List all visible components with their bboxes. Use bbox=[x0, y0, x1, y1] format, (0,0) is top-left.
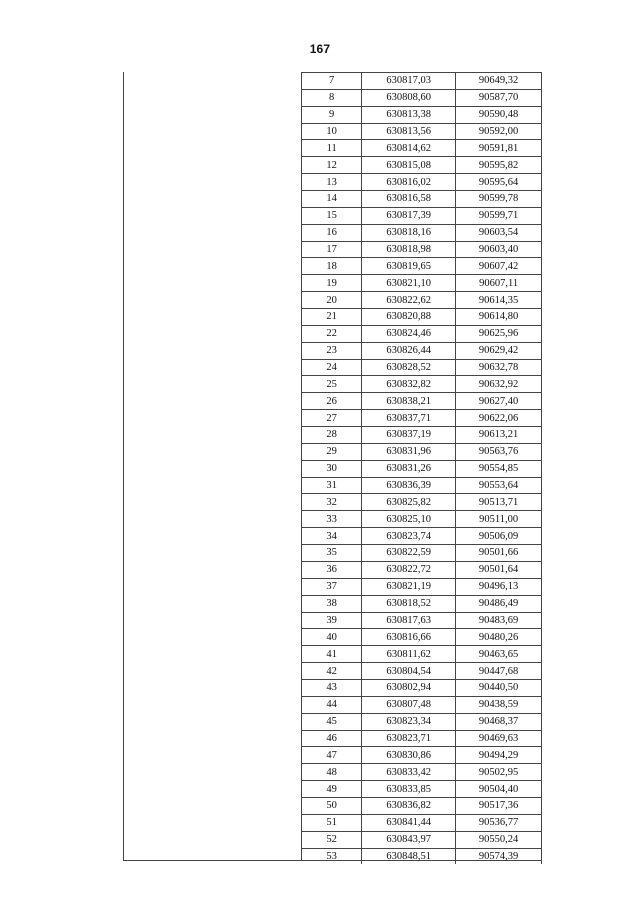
point-number-cell: 9 bbox=[302, 106, 362, 123]
point-number-cell: 22 bbox=[302, 325, 362, 342]
x-coordinate-cell: 630808,60 bbox=[362, 89, 456, 106]
y-coordinate-cell: 90592,00 bbox=[456, 123, 542, 140]
point-number-cell: 50 bbox=[302, 797, 362, 814]
x-coordinate-cell: 630816,02 bbox=[362, 174, 456, 191]
table-row bbox=[302, 73, 542, 90]
table-row bbox=[302, 848, 542, 864]
coordinates-table bbox=[302, 72, 542, 864]
table-row bbox=[302, 359, 542, 376]
coordinates-table-frame bbox=[123, 72, 542, 861]
x-coordinate-cell: 630821,10 bbox=[362, 275, 456, 292]
point-number-cell: 8 bbox=[302, 89, 362, 106]
point-number-cell: 51 bbox=[302, 814, 362, 831]
point-number-cell: 15 bbox=[302, 207, 362, 224]
coordinates-table-body bbox=[302, 73, 542, 865]
point-number-cell: 52 bbox=[302, 831, 362, 848]
x-coordinate-cell: 630818,52 bbox=[362, 595, 456, 612]
point-number-cell: 47 bbox=[302, 747, 362, 764]
table-row bbox=[302, 781, 542, 798]
table-row bbox=[302, 140, 542, 157]
y-coordinate-cell: 90513,71 bbox=[456, 494, 542, 511]
table-row bbox=[302, 157, 542, 174]
y-coordinate-cell: 90603,54 bbox=[456, 224, 542, 241]
x-coordinate-cell: 630814,62 bbox=[362, 140, 456, 157]
point-number-cell: 46 bbox=[302, 730, 362, 747]
x-coordinate-cell: 630832,82 bbox=[362, 376, 456, 393]
y-coordinate-cell: 90553,64 bbox=[456, 477, 542, 494]
y-coordinate-cell: 90517,36 bbox=[456, 797, 542, 814]
table-row bbox=[302, 646, 542, 663]
point-number-cell: 12 bbox=[302, 157, 362, 174]
y-coordinate-cell: 90440,50 bbox=[456, 679, 542, 696]
point-number-cell: 14 bbox=[302, 191, 362, 208]
table-row bbox=[302, 663, 542, 680]
point-number-cell: 13 bbox=[302, 174, 362, 191]
y-coordinate-cell: 90483,69 bbox=[456, 612, 542, 629]
point-number-cell: 24 bbox=[302, 359, 362, 376]
y-coordinate-cell: 90468,37 bbox=[456, 713, 542, 730]
x-coordinate-cell: 630813,56 bbox=[362, 123, 456, 140]
x-coordinate-cell: 630811,62 bbox=[362, 646, 456, 663]
y-coordinate-cell: 90587,70 bbox=[456, 89, 542, 106]
point-number-cell: 49 bbox=[302, 781, 362, 798]
x-coordinate-cell: 630817,03 bbox=[362, 73, 456, 90]
x-coordinate-cell: 630825,82 bbox=[362, 494, 456, 511]
y-coordinate-cell: 90591,81 bbox=[456, 140, 542, 157]
y-coordinate-cell: 90536,77 bbox=[456, 814, 542, 831]
y-coordinate-cell: 90614,80 bbox=[456, 309, 542, 326]
table-row bbox=[302, 460, 542, 477]
point-number-cell: 10 bbox=[302, 123, 362, 140]
point-number-cell: 33 bbox=[302, 511, 362, 528]
y-coordinate-cell: 90463,65 bbox=[456, 646, 542, 663]
x-coordinate-cell: 630836,39 bbox=[362, 477, 456, 494]
table-row bbox=[302, 376, 542, 393]
point-number-cell: 45 bbox=[302, 713, 362, 730]
point-number-cell: 32 bbox=[302, 494, 362, 511]
table-row bbox=[302, 224, 542, 241]
point-number-cell: 20 bbox=[302, 292, 362, 309]
point-number-cell: 35 bbox=[302, 545, 362, 562]
x-coordinate-cell: 630841,44 bbox=[362, 814, 456, 831]
y-coordinate-cell: 90469,63 bbox=[456, 730, 542, 747]
y-coordinate-cell: 90486,49 bbox=[456, 595, 542, 612]
table-row bbox=[302, 814, 542, 831]
x-coordinate-cell: 630823,34 bbox=[362, 713, 456, 730]
x-coordinate-cell: 630822,59 bbox=[362, 545, 456, 562]
table-row bbox=[302, 578, 542, 595]
point-number-cell: 26 bbox=[302, 393, 362, 410]
y-coordinate-cell: 90438,59 bbox=[456, 696, 542, 713]
x-coordinate-cell: 630837,71 bbox=[362, 410, 456, 427]
table-row bbox=[302, 393, 542, 410]
x-coordinate-cell: 630821,19 bbox=[362, 578, 456, 595]
y-coordinate-cell: 90613,21 bbox=[456, 427, 542, 444]
point-number-cell: 28 bbox=[302, 427, 362, 444]
table-row bbox=[302, 713, 542, 730]
point-number-cell: 25 bbox=[302, 376, 362, 393]
point-number-cell: 37 bbox=[302, 578, 362, 595]
point-number-cell: 44 bbox=[302, 696, 362, 713]
point-number-cell: 53 bbox=[302, 848, 362, 864]
table-row bbox=[302, 443, 542, 460]
point-number-cell: 18 bbox=[302, 258, 362, 275]
x-coordinate-cell: 630828,52 bbox=[362, 359, 456, 376]
x-coordinate-cell: 630807,48 bbox=[362, 696, 456, 713]
x-coordinate-cell: 630818,98 bbox=[362, 241, 456, 258]
y-coordinate-cell: 90550,24 bbox=[456, 831, 542, 848]
table-row bbox=[302, 545, 542, 562]
x-coordinate-cell: 630823,71 bbox=[362, 730, 456, 747]
point-number-cell: 17 bbox=[302, 241, 362, 258]
x-coordinate-cell: 630817,39 bbox=[362, 207, 456, 224]
table-row bbox=[302, 561, 542, 578]
x-coordinate-cell: 630837,19 bbox=[362, 427, 456, 444]
point-number-cell: 43 bbox=[302, 679, 362, 696]
x-coordinate-cell: 630823,74 bbox=[362, 528, 456, 545]
x-coordinate-cell: 630813,38 bbox=[362, 106, 456, 123]
x-coordinate-cell: 630831,26 bbox=[362, 460, 456, 477]
table-row bbox=[302, 275, 542, 292]
y-coordinate-cell: 90599,71 bbox=[456, 207, 542, 224]
point-number-cell: 7 bbox=[302, 73, 362, 90]
table-row bbox=[302, 241, 542, 258]
table-row bbox=[302, 106, 542, 123]
y-coordinate-cell: 90607,42 bbox=[456, 258, 542, 275]
x-coordinate-cell: 630831,96 bbox=[362, 443, 456, 460]
y-coordinate-cell: 90632,92 bbox=[456, 376, 542, 393]
point-number-cell: 36 bbox=[302, 561, 362, 578]
table-row bbox=[302, 477, 542, 494]
table-row bbox=[302, 191, 542, 208]
table-row bbox=[302, 696, 542, 713]
table-row bbox=[302, 831, 542, 848]
point-number-cell: 27 bbox=[302, 410, 362, 427]
x-coordinate-cell: 630804,54 bbox=[362, 663, 456, 680]
y-coordinate-cell: 90590,48 bbox=[456, 106, 542, 123]
point-number-cell: 19 bbox=[302, 275, 362, 292]
point-number-cell: 48 bbox=[302, 764, 362, 781]
y-coordinate-cell: 90501,64 bbox=[456, 561, 542, 578]
table-row bbox=[302, 797, 542, 814]
y-coordinate-cell: 90599,78 bbox=[456, 191, 542, 208]
point-number-cell: 16 bbox=[302, 224, 362, 241]
y-coordinate-cell: 90632,78 bbox=[456, 359, 542, 376]
y-coordinate-cell: 90480,26 bbox=[456, 629, 542, 646]
x-coordinate-cell: 630833,85 bbox=[362, 781, 456, 798]
point-number-cell: 21 bbox=[302, 309, 362, 326]
y-coordinate-cell: 90563,76 bbox=[456, 443, 542, 460]
x-coordinate-cell: 630820,88 bbox=[362, 309, 456, 326]
table-row bbox=[302, 258, 542, 275]
point-number-cell: 30 bbox=[302, 460, 362, 477]
y-coordinate-cell: 90595,82 bbox=[456, 157, 542, 174]
table-row bbox=[302, 89, 542, 106]
table-row bbox=[302, 174, 542, 191]
y-coordinate-cell: 90504,40 bbox=[456, 781, 542, 798]
point-number-cell: 23 bbox=[302, 342, 362, 359]
y-coordinate-cell: 90511,00 bbox=[456, 511, 542, 528]
x-coordinate-cell: 630833,42 bbox=[362, 764, 456, 781]
x-coordinate-cell: 630802,94 bbox=[362, 679, 456, 696]
table-row bbox=[302, 511, 542, 528]
point-number-cell: 39 bbox=[302, 612, 362, 629]
y-coordinate-cell: 90622,06 bbox=[456, 410, 542, 427]
x-coordinate-cell: 630824,46 bbox=[362, 325, 456, 342]
table-row bbox=[302, 207, 542, 224]
table-row bbox=[302, 342, 542, 359]
y-coordinate-cell: 90629,42 bbox=[456, 342, 542, 359]
table-row bbox=[302, 528, 542, 545]
table-row bbox=[302, 292, 542, 309]
y-coordinate-cell: 90447,68 bbox=[456, 663, 542, 680]
table-row bbox=[302, 123, 542, 140]
x-coordinate-cell: 630826,44 bbox=[362, 342, 456, 359]
y-coordinate-cell: 90554,85 bbox=[456, 460, 542, 477]
x-coordinate-cell: 630843,97 bbox=[362, 831, 456, 848]
table-row bbox=[302, 325, 542, 342]
point-number-cell: 41 bbox=[302, 646, 362, 663]
y-coordinate-cell: 90494,29 bbox=[456, 747, 542, 764]
y-coordinate-cell: 90496,13 bbox=[456, 578, 542, 595]
point-number-cell: 42 bbox=[302, 663, 362, 680]
x-coordinate-cell: 630822,72 bbox=[362, 561, 456, 578]
point-number-cell: 29 bbox=[302, 443, 362, 460]
x-coordinate-cell: 630822,62 bbox=[362, 292, 456, 309]
x-coordinate-cell: 630816,58 bbox=[362, 191, 456, 208]
y-coordinate-cell: 90625,96 bbox=[456, 325, 542, 342]
y-coordinate-cell: 90614,35 bbox=[456, 292, 542, 309]
x-coordinate-cell: 630825,10 bbox=[362, 511, 456, 528]
x-coordinate-cell: 630838,21 bbox=[362, 393, 456, 410]
x-coordinate-cell: 630830,86 bbox=[362, 747, 456, 764]
y-coordinate-cell: 90603,40 bbox=[456, 241, 542, 258]
y-coordinate-cell: 90506,09 bbox=[456, 528, 542, 545]
point-number-cell: 11 bbox=[302, 140, 362, 157]
x-coordinate-cell: 630818,16 bbox=[362, 224, 456, 241]
point-number-cell: 40 bbox=[302, 629, 362, 646]
table-row bbox=[302, 595, 542, 612]
x-coordinate-cell: 630817,63 bbox=[362, 612, 456, 629]
x-coordinate-cell: 630815,08 bbox=[362, 157, 456, 174]
y-coordinate-cell: 90627,40 bbox=[456, 393, 542, 410]
y-coordinate-cell: 90501,66 bbox=[456, 545, 542, 562]
y-coordinate-cell: 90574,39 bbox=[456, 848, 542, 864]
table-row bbox=[302, 764, 542, 781]
table-row bbox=[302, 410, 542, 427]
empty-description-column bbox=[124, 72, 302, 860]
x-coordinate-cell: 630848,51 bbox=[362, 848, 456, 864]
point-number-cell: 31 bbox=[302, 477, 362, 494]
x-coordinate-cell: 630819,65 bbox=[362, 258, 456, 275]
table-row bbox=[302, 612, 542, 629]
y-coordinate-cell: 90595,64 bbox=[456, 174, 542, 191]
table-row bbox=[302, 679, 542, 696]
point-number-cell: 34 bbox=[302, 528, 362, 545]
table-row bbox=[302, 747, 542, 764]
x-coordinate-cell: 630836,82 bbox=[362, 797, 456, 814]
y-coordinate-cell: 90649,32 bbox=[456, 73, 542, 90]
table-row bbox=[302, 629, 542, 646]
point-number-cell: 38 bbox=[302, 595, 362, 612]
table-row bbox=[302, 494, 542, 511]
y-coordinate-cell: 90502,95 bbox=[456, 764, 542, 781]
table-row bbox=[302, 730, 542, 747]
page-number: 167 bbox=[309, 42, 331, 56]
x-coordinate-cell: 630816,66 bbox=[362, 629, 456, 646]
table-row bbox=[302, 427, 542, 444]
table-row bbox=[302, 309, 542, 326]
y-coordinate-cell: 90607,11 bbox=[456, 275, 542, 292]
